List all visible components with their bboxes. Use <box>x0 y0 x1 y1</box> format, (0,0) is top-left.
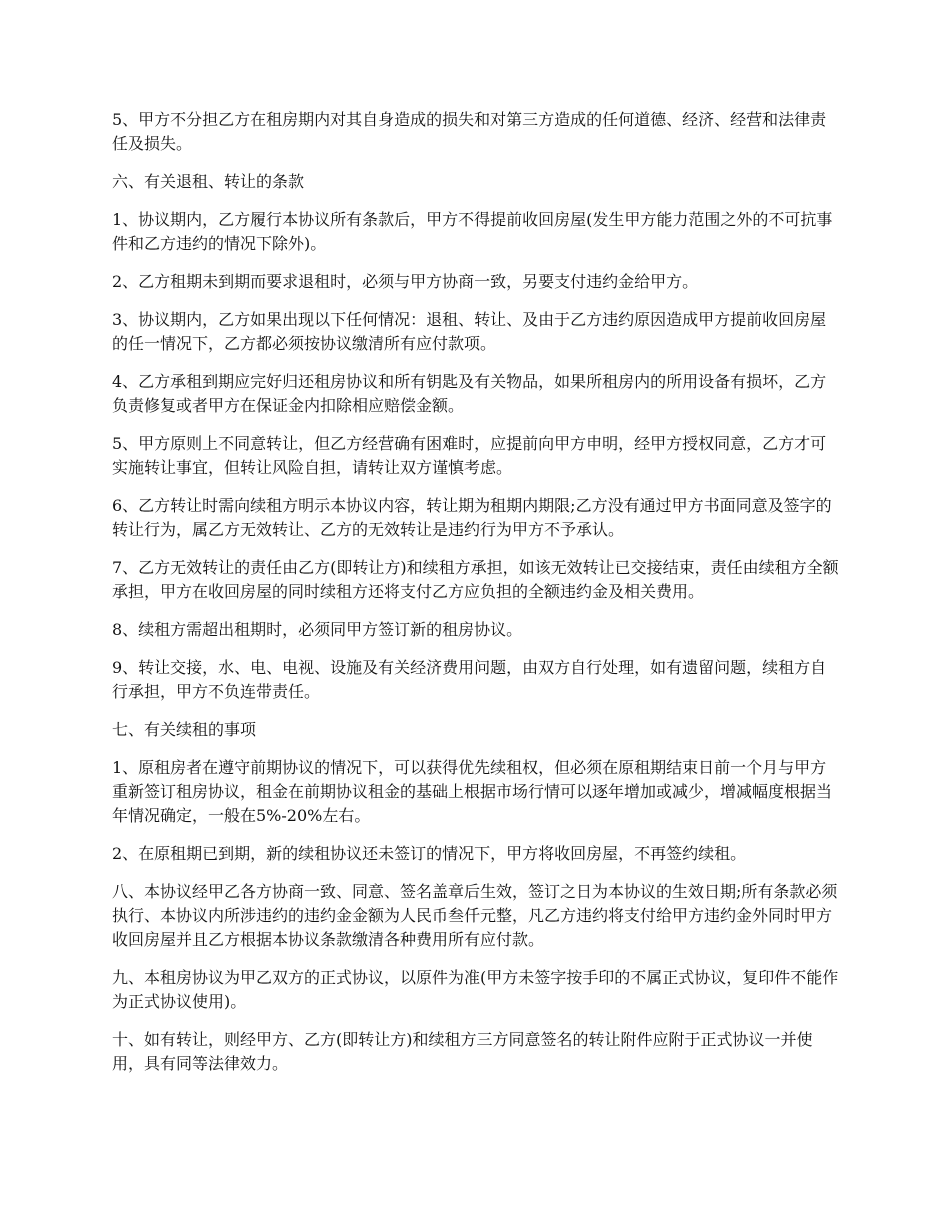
paragraph-clause-6-2: 2、乙方租期未到期而要求退租时，必须与甲方协商一致，另要支付违约金给甲方。 <box>112 272 699 291</box>
paragraph-clause-7-2: 2、在原租期已到期，新的续租协议还未签订的情况下，甲方将收回房屋，不再签约续租。 <box>112 844 747 863</box>
paragraph-clause-5-party-a-liability: 5、甲方不分担乙方在租房期内对其自身造成的损失和对第三方造成的任何道德、经济、经营和法律责任及损失。 <box>112 110 827 153</box>
paragraph-clause-6-9: 9、转让交接，水、电、电视、设施及有关经济费用问题，由双方自行处理，如有遗留问题，续租方自行承担，甲方不负连带责任。 <box>112 658 827 701</box>
paragraph-clause-6-1: 1、协议期内，乙方履行本协议所有条款后，甲方不得提前收回房屋(发生甲方能力范围之外的不可抗事件和乙方违约的情况下除外)。 <box>112 210 833 253</box>
paragraph-clause-7-1: 1、原租房者在遵守前期协议的情况下，可以获得优先续租权，但必须在原租期结束日前一个月与甲方重新签订租房协议，租金在前期协议租金的基础上根据市场行情可以逐年增加或减少，增减幅度根据当年情况确定，一般在5%-20%左右。 <box>112 758 833 825</box>
paragraph-clause-6-5: 5、甲方原则上不同意转让，但乙方经营确有困难时，应提前向甲方申明，经甲方授权同意，乙方才可实施转让事宜，但转让风险自担，请转让双方谨慎考虑。 <box>112 434 827 477</box>
paragraph-clause-6-6: 6、乙方转让时需向续租方明示本协议内容，转让期为租期内期限;乙方没有通过甲方书面同意及签字的转让行为，属乙方无效转让、乙方的无效转让是违约行为甲方不予承认。 <box>112 496 832 539</box>
section-heading-7-renewal: 七、有关续租的事项 <box>112 720 257 739</box>
section-9-formal-agreement: 九、本租房协议为甲乙双方的正式协议，以原件为准(甲方未签字按手印的不属正式协议，复印件不能作为正式协议使用)。 <box>112 968 839 1011</box>
section-heading-6-termination-transfer: 六、有关退租、转让的条款 <box>112 172 305 191</box>
paragraph-clause-6-7: 7、乙方无效转让的责任由乙方(即转让方)和续租方承担，如该无效转让已交接结束，责任由续租方全额承担，甲方在收回房屋的同时续租方还将支付乙方应负担的全额违约金及相关费用。 <box>112 558 839 601</box>
section-10-transfer-annex: 十、如有转让，则经甲方、乙方(即转让方)和续租方三方同意签名的转让附件应附于正式协议一并使用，具有同等法律效力。 <box>112 1030 813 1073</box>
document-body <box>112 108 842 1090</box>
paragraph-clause-6-8: 8、续租方需超出租期时，必须同甲方签订新的租房协议。 <box>112 620 523 639</box>
paragraph-clause-6-4: 4、乙方承租到期应完好归还租房协议和所有钥匙及有关物品，如果所租房内的所用设备有损坏，乙方负责修复或者甲方在保证金内扣除相应赔偿金额。 <box>112 372 827 415</box>
paragraph-clause-6-3: 3、协议期内，乙方如果出现以下任何情况：退租、转让、及由于乙方违约原因造成甲方提前收回房屋的任一情况下，乙方都必须按协议缴清所有应付款项。 <box>112 310 827 353</box>
section-8-effectiveness: 八、本协议经甲乙各方协商一致、同意、签名盖章后生效，签订之日为本协议的生效日期;所有条款必须执行、本协议内所涉违约的违约金金额为人民币叁仟元整，凡乙方违约将支付给甲方违约金外同时甲方收回房屋并且乙方根据本协议条款缴清各种费用所有应付款。 <box>112 882 838 949</box>
